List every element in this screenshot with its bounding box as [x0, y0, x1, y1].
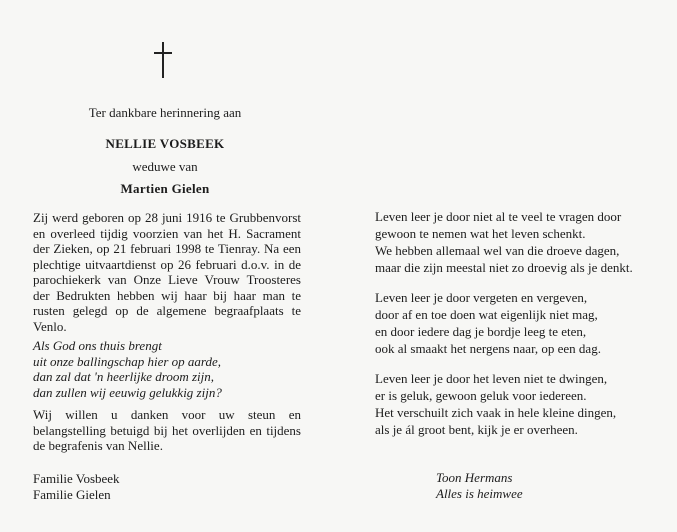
prayer-line: uit onze ballingschap hier op aarde,: [33, 353, 222, 369]
relation-text: weduwe van: [132, 159, 198, 174]
family-signature: [33, 471, 301, 502]
family-line: Familie Gielen: [33, 486, 111, 502]
spouse-name: Martien Gielen: [120, 181, 210, 196]
poem-line: We hebben allemaal wel van die droeve dagen,: [375, 243, 620, 258]
prayer-line: dan zullen wij eeuwig gelukkig zijn?: [33, 384, 222, 400]
poem-line: gewoon te nemen wat het leven schenkt.: [375, 226, 586, 241]
poem-line: Leven leer je door vergeten en vergeven,: [375, 290, 588, 305]
poem-line: door af en toe doen wat eigenlijk niet mag,: [375, 307, 598, 322]
poem-stanza: [375, 370, 665, 438]
prayer-line: Als God ons thuis brengt: [33, 338, 162, 353]
poem-attribution: [436, 470, 523, 502]
deceased-name: NELLIE VOSBEEK: [105, 136, 225, 151]
poem-line: als je ál groot bent, kijk je er overheen.: [375, 422, 578, 437]
poem-line: maar die zijn meestal niet zo droevig als je denkt.: [375, 260, 633, 275]
thanks-paragraph: Wij willen u danken voor uw steun en belangstelling betuigd bij het overlijden en tijdens de begrafenis van Nellie.: [33, 407, 301, 453]
poem-stanza: [375, 208, 665, 276]
poem-line: Leven leer je door het leven niet te dwingen,: [375, 371, 608, 386]
poem-line: Het verschuilt zich vaak in hele kleine dingen,: [375, 405, 617, 420]
biography-paragraph: Zij werd geboren op 28 juni 1916 te Grubbenvorst en overleed tijdig voorzien van het H. Sacrament der Zieken, op 21 februari 1998 te Tienray. Na een plechtige uitvaartdienst op 26 februari d.o.v. in de parochiekerk van Onze Lieve Vrouw Troosteres der Bedrukten hebben wij haar bij haar man te rusten gelegd op de algemene begraafplaats te Venlo.: [33, 210, 301, 334]
intro-text: Ter dankbare herinnering aan: [88, 105, 242, 120]
poem-line: Leven leer je door niet al te veel te vragen door: [375, 209, 622, 224]
prayer-verse: [33, 338, 301, 400]
poem-line: ook al smaakt het nergens naar, op een dag.: [375, 341, 601, 356]
poem-stanza: [375, 289, 665, 357]
prayer-line: dan zal dat 'n heerlijke droom zijn,: [33, 369, 215, 384]
cross-icon: [153, 42, 173, 78]
family-line: Familie Vosbeek: [33, 471, 120, 486]
poem-source: Alles is heimwee: [436, 486, 523, 501]
poem-author: Toon Hermans: [436, 470, 513, 485]
poem-line: er is geluk, gewoon geluk voor iedereen.: [375, 388, 587, 403]
poem-line: en door iedere dag je bordje leeg te eten,: [375, 324, 587, 339]
poem: [375, 208, 665, 451]
